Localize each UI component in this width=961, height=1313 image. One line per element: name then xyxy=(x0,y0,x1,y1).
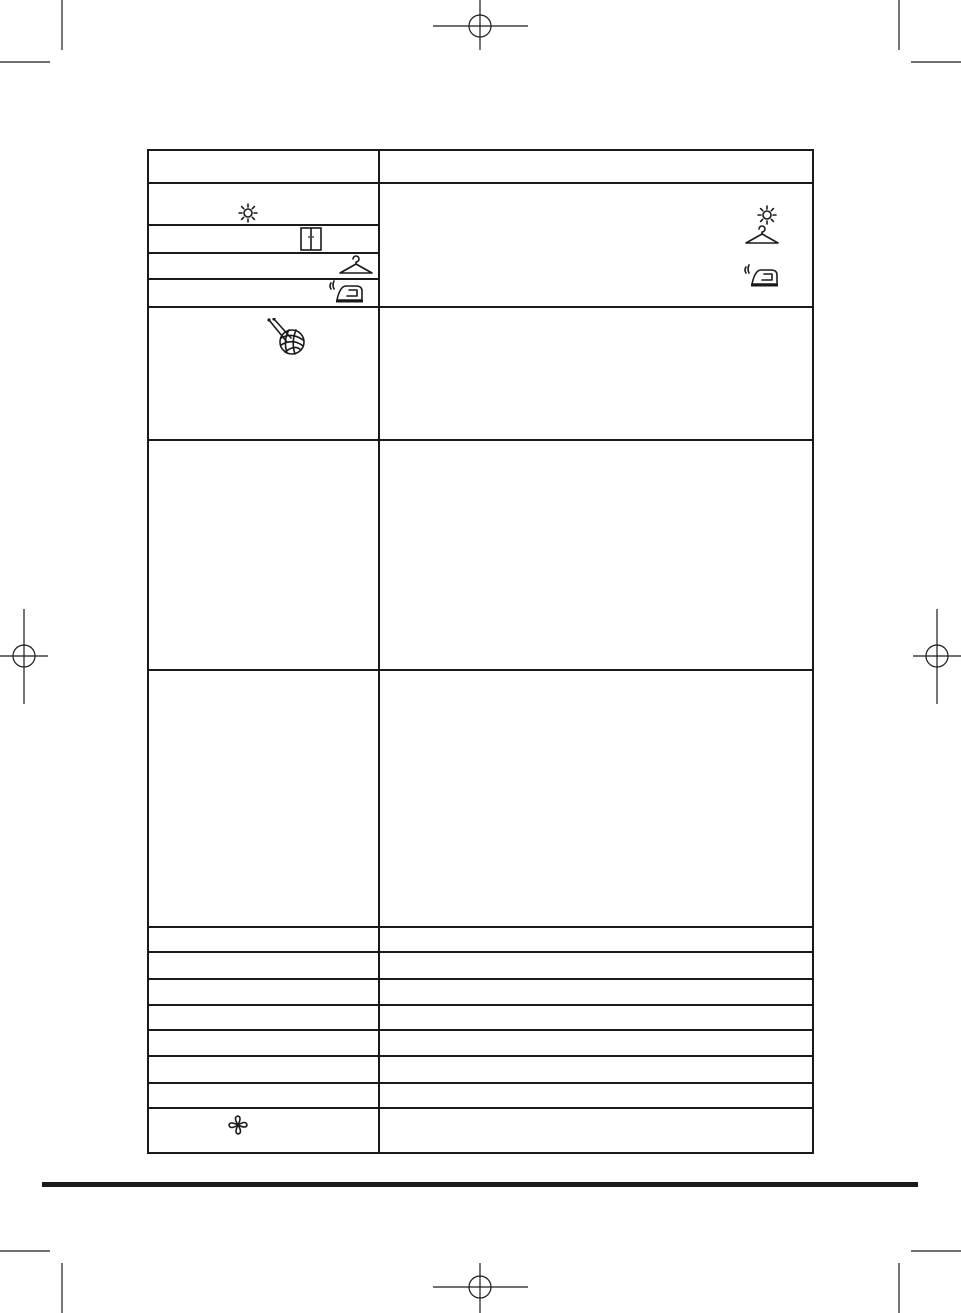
row-divider xyxy=(147,439,814,441)
row-divider xyxy=(147,669,814,671)
row-divider xyxy=(147,978,814,980)
fan-icon xyxy=(227,1114,249,1136)
sun-icon xyxy=(757,205,777,225)
row-divider xyxy=(147,1055,814,1057)
hanger-icon xyxy=(338,254,374,276)
sub-row-divider xyxy=(147,224,380,226)
row-divider xyxy=(147,1082,814,1084)
registration-mark-top xyxy=(433,0,528,50)
registration-mark-left xyxy=(0,609,48,704)
row-divider xyxy=(147,1029,814,1031)
row-divider xyxy=(147,1107,814,1109)
row-divider xyxy=(147,926,814,928)
sun-icon xyxy=(238,203,258,223)
wool-ball-icon xyxy=(265,318,313,358)
registration-mark-bottom xyxy=(433,1263,528,1313)
footer-rule xyxy=(42,1182,918,1187)
row-divider xyxy=(147,1004,814,1006)
hanger-icon xyxy=(744,224,780,246)
row-divider xyxy=(147,951,814,953)
row-divider xyxy=(147,306,814,308)
registration-mark-right xyxy=(913,609,961,704)
iron-icon xyxy=(328,280,366,304)
row-divider xyxy=(147,182,814,184)
wardrobe-icon xyxy=(300,227,322,251)
iron-icon xyxy=(743,264,781,288)
